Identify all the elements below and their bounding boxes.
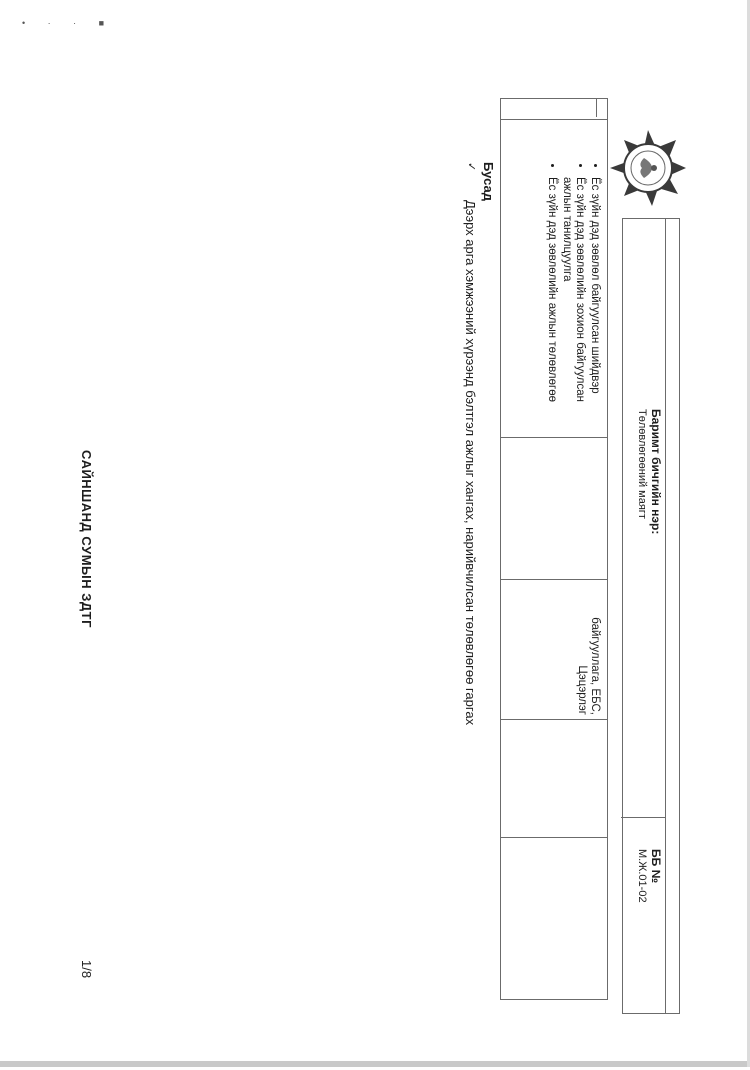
doc-number-value: М.Ж.01-02 bbox=[636, 849, 648, 903]
doc-name-label: Баримт бичгийн нэр: bbox=[649, 409, 663, 535]
plan-table bbox=[500, 98, 608, 1000]
section-title: Бусад bbox=[481, 162, 496, 201]
page-number: 1/8 bbox=[79, 960, 94, 979]
emblem-seal-icon bbox=[608, 128, 688, 208]
table-col-divider bbox=[501, 837, 607, 838]
table-col-divider bbox=[501, 437, 607, 438]
list-item: • Ёс зүйн дэд зөвлөлийн ажлын төлөвлөгөө bbox=[545, 177, 558, 431]
list-item: • Ёс зүйн дэд зөвлөл байгуулсан шийдвэр bbox=[588, 177, 601, 431]
table-col-divider bbox=[501, 719, 607, 720]
scan-specks: • · · ■ bbox=[22, 18, 115, 28]
doc-name-value: Төлөвлөгөөний маягт bbox=[636, 409, 648, 519]
header-divider bbox=[621, 817, 665, 818]
table-col-divider bbox=[501, 579, 607, 580]
evidence-list bbox=[543, 161, 601, 431]
section-item-text: Дээрх арга хэмжээний хүрээнд бэлтгэл ажлыг хангах, нарийвчилсан төлөвлөгөө гаргах bbox=[463, 200, 478, 726]
responsible-cell: байгууллага, ЕБС, Цэцэрлэг bbox=[576, 617, 601, 715]
rotated-page bbox=[20, 70, 700, 1070]
table-top-line bbox=[596, 99, 597, 117]
header-table bbox=[622, 218, 680, 1014]
header-top-row bbox=[665, 219, 679, 1013]
doc-number-label: ББ № bbox=[649, 849, 663, 883]
check-icon: ✓ bbox=[465, 162, 477, 172]
list-item: • Ёс зүйн дэд зөвлөлийн зохион байгуулсан ажлын танилцуулга bbox=[560, 177, 586, 431]
footer-org: САЙНШАНД СУМЫН ЗДТГ bbox=[79, 450, 94, 628]
table-col-divider bbox=[501, 119, 607, 120]
